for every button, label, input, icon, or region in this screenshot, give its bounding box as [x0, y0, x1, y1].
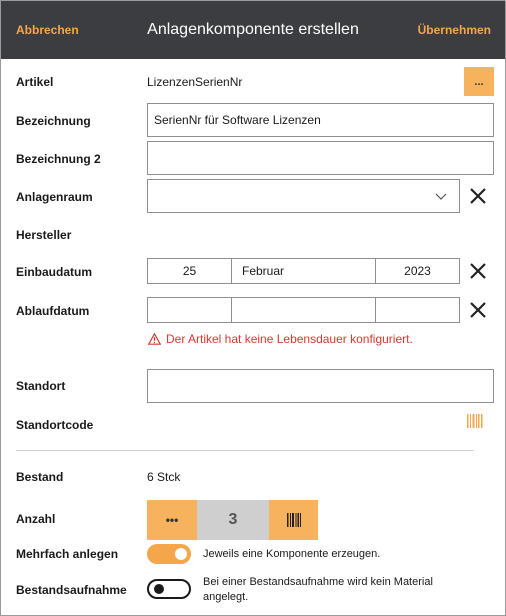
bestandsaufnahme-toggle[interactable]: [147, 579, 191, 599]
barcode-icon: [287, 513, 301, 527]
clear-anlagenraum-close-icon[interactable]: [469, 187, 487, 205]
artikel-value: LizenzenSerienNr: [147, 75, 243, 89]
apply-button[interactable]: Übernehmen: [417, 23, 491, 37]
einbaudatum-label: Einbaudatum: [16, 265, 93, 279]
section-divider: [16, 450, 474, 451]
standort-label: Standort: [16, 379, 66, 393]
lifetime-warning: [148, 332, 413, 346]
mehrfach-description: Jeweils eine Komponente erzeugen.: [203, 548, 381, 560]
warning-icon: [148, 333, 161, 345]
bestandsaufnahme-description-line2: angelegt.: [203, 591, 249, 603]
bezeichnung2-label: Bezeichnung 2: [16, 152, 101, 166]
anlagenraum-select[interactable]: [147, 179, 460, 213]
anzahl-barcode-button[interactable]: [269, 500, 318, 540]
chevron-down-icon: [435, 190, 447, 202]
bezeichnung-input[interactable]: SerienNr für Software Lizenzen: [147, 103, 494, 137]
anzahl-more-label: •••: [165, 513, 179, 527]
ablaufdatum-day[interactable]: [148, 298, 232, 322]
anzahl-label: Anzahl: [16, 512, 56, 526]
standort-input[interactable]: [147, 369, 494, 403]
toggle-knob: [154, 584, 164, 594]
bestandsaufnahme-label: Bestandsaufnahme: [16, 583, 127, 597]
artikel-select-button-label: ...: [474, 75, 484, 88]
artikel-label: Artikel: [16, 75, 54, 89]
ablaufdatum-month[interactable]: [232, 298, 376, 322]
bezeichnung2-input[interactable]: [147, 141, 494, 175]
clear-einbaudatum-close-icon[interactable]: [469, 262, 487, 280]
dialog-header: [1, 1, 505, 59]
bestand-value: 6 Stck: [147, 470, 181, 484]
anzahl-more-button[interactable]: [147, 500, 197, 540]
bestand-label: Bestand: [16, 470, 64, 484]
dialog-title: Anlagenkomponente erstellen: [147, 21, 359, 38]
anzahl-value[interactable]: 3: [197, 500, 269, 540]
ablaufdatum-year[interactable]: [376, 298, 459, 322]
bezeichnung-label: Bezeichnung: [16, 114, 91, 128]
bestandsaufnahme-description: [203, 575, 433, 605]
mehrfach-toggle[interactable]: [147, 544, 191, 564]
warning-text: Der Artikel hat keine Lebensdauer konfiguriert.: [166, 332, 413, 346]
mehrfach-label: Mehrfach anlegen: [16, 547, 119, 561]
einbaudatum-day[interactable]: 25: [148, 259, 232, 283]
cancel-button[interactable]: Abbrechen: [16, 23, 79, 37]
einbaudatum-month[interactable]: Februar: [232, 259, 376, 283]
hersteller-label: Hersteller: [16, 228, 72, 242]
einbaudatum-year[interactable]: 2023: [404, 264, 431, 278]
bestandsaufnahme-description-line1: Bei einer Bestandsaufnahme wird kein Material: [203, 576, 433, 588]
anlagenraum-label: Anlagenraum: [16, 190, 93, 204]
barcode-icon[interactable]: [467, 414, 483, 428]
toggle-knob: [175, 548, 187, 560]
clear-ablaufdatum-close-icon[interactable]: [469, 301, 487, 319]
einbaudatum-picker[interactable]: [147, 258, 460, 284]
artikel-select-button[interactable]: [464, 67, 494, 96]
ablaufdatum-picker[interactable]: [147, 297, 460, 323]
standortcode-label: Standortcode: [16, 418, 94, 432]
ablaufdatum-label: Ablaufdatum: [16, 304, 90, 318]
